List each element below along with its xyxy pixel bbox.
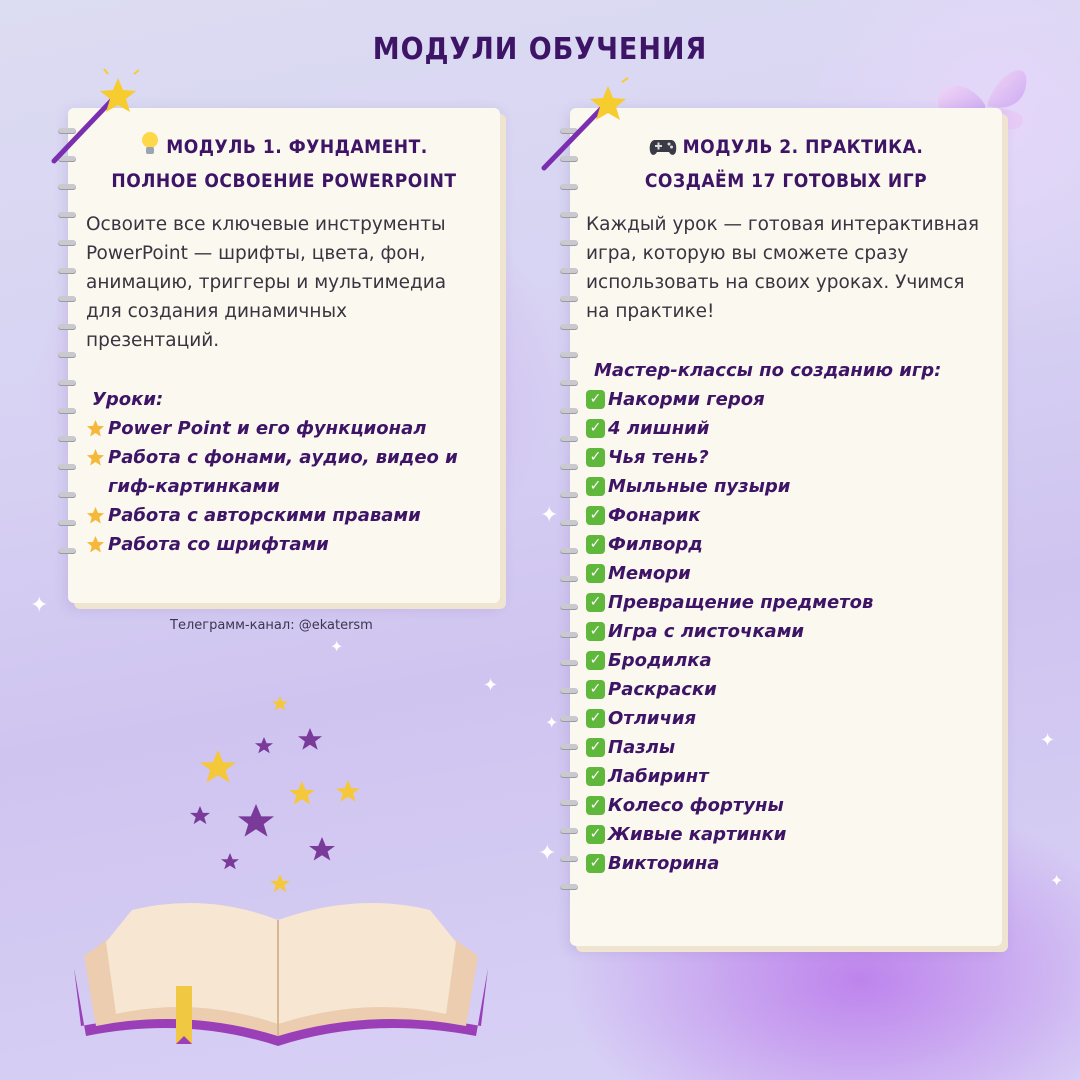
checkmark-icon: ✓ <box>586 419 605 438</box>
list-item: Работа с фонами, аудио, видео и гиф-картинками <box>86 443 488 501</box>
list-item: ✓ Филворд <box>586 530 990 559</box>
list-item: ✓ Чья тень? <box>586 443 990 472</box>
checkmark-icon: ✓ <box>586 390 605 409</box>
stars-decoration <box>180 690 380 900</box>
checkmark-icon: ✓ <box>586 622 605 641</box>
sparkle-icon: ✦ <box>1040 730 1056 751</box>
checkmark-icon: ✓ <box>586 709 605 728</box>
list-item: ✓ Мемори <box>586 559 990 588</box>
module-1-card <box>68 108 500 603</box>
star-icon <box>86 506 105 525</box>
checkmark-icon: ✓ <box>586 738 605 757</box>
checkmark-icon: ✓ <box>586 506 605 525</box>
star-icon <box>86 448 105 467</box>
checkmark-icon: ✓ <box>586 564 605 583</box>
checkmark-icon: ✓ <box>586 651 605 670</box>
telegram-channel: Телеграмм-канал: @ekatersm <box>170 618 373 633</box>
checkmark-icon: ✓ <box>586 680 605 699</box>
sparkle-icon: ✦ <box>538 841 557 866</box>
list-item: ✓ Накорми героя <box>586 385 990 414</box>
masterclasses-title: Мастер-классы по созданию игр: <box>594 360 942 381</box>
module-2-description: Каждый урок — готовая интерактивная игра, которую вы сможете сразу использовать на своих уроках. Учимся на практике! <box>586 214 980 322</box>
star-icon <box>86 419 105 438</box>
sparkle-icon: ✦ <box>540 503 559 528</box>
magic-wand-icon <box>536 74 636 174</box>
star-icon <box>86 535 105 554</box>
sparkle-icon: ✦ <box>545 713 559 732</box>
list-item: ✓ Колесо фортуны <box>586 791 990 820</box>
list-item: ✓ Отличия <box>586 704 990 733</box>
spiral-binding <box>58 128 78 583</box>
list-item: Работа со шрифтами <box>86 530 488 559</box>
lessons-title: Уроки: <box>92 389 164 410</box>
module-1-heading-line1: МОДУЛЬ 1. ФУНДАМЕНТ. <box>166 136 428 158</box>
list-item: ✓ Игра с листочками <box>586 617 990 646</box>
list-item: ✓ Пазлы <box>586 733 990 762</box>
spiral-binding <box>560 128 580 926</box>
sparkle-icon: ✦ <box>483 675 499 696</box>
page-title: МОДУЛИ ОБУЧЕНИЯ <box>372 32 708 67</box>
module-2-card <box>570 108 1002 946</box>
lessons-list <box>68 414 500 559</box>
checkmark-icon: ✓ <box>586 535 605 554</box>
module-2-heading-line2: СОЗДАЁМ 17 ГОТОВЫХ ИГР <box>644 170 928 192</box>
list-item: Работа с авторскими правами <box>86 501 488 530</box>
module-1-heading-line2: ПОЛНОЕ ОСВОЕНИЕ POWERPOINT <box>111 170 457 192</box>
checkmark-icon: ✓ <box>586 825 605 844</box>
sparkle-icon: ✦ <box>1050 871 1064 890</box>
checkmark-icon: ✓ <box>586 477 605 496</box>
gamepad-icon <box>649 137 677 157</box>
magic-wand-icon <box>44 66 144 166</box>
checkmark-icon: ✓ <box>586 854 605 873</box>
list-item: Power Point и его функционал <box>86 414 488 443</box>
list-item: ✓ Фонарик <box>586 501 990 530</box>
module-2-heading-line1: МОДУЛЬ 2. ПРАКТИКА. <box>682 136 924 158</box>
module-1-description: Освоите все ключевые инструменты PowerPoint — шрифты, цвета, фон, анимацию, триггеры и мультимедиа для создания динамичных презентаций. <box>86 214 447 351</box>
list-item: ✓ 4 лишний <box>586 414 990 443</box>
list-item: ✓ Бродилка <box>586 646 990 675</box>
sparkle-icon: ✦ <box>330 637 344 656</box>
list-item: ✓ Превращение предметов <box>586 588 990 617</box>
games-list <box>570 385 1002 878</box>
checkmark-icon: ✓ <box>586 593 605 612</box>
open-book-icon <box>66 886 496 1056</box>
checkmark-icon: ✓ <box>586 767 605 786</box>
list-item: ✓ Мыльные пузыри <box>586 472 990 501</box>
list-item: ✓ Викторина <box>586 849 990 878</box>
list-item: ✓ Лабиринт <box>586 762 990 791</box>
list-item: ✓ Раскраски <box>586 675 990 704</box>
checkmark-icon: ✓ <box>586 448 605 467</box>
list-item: ✓ Живые картинки <box>586 820 990 849</box>
sparkle-icon: ✦ <box>30 593 49 618</box>
checkmark-icon: ✓ <box>586 796 605 815</box>
